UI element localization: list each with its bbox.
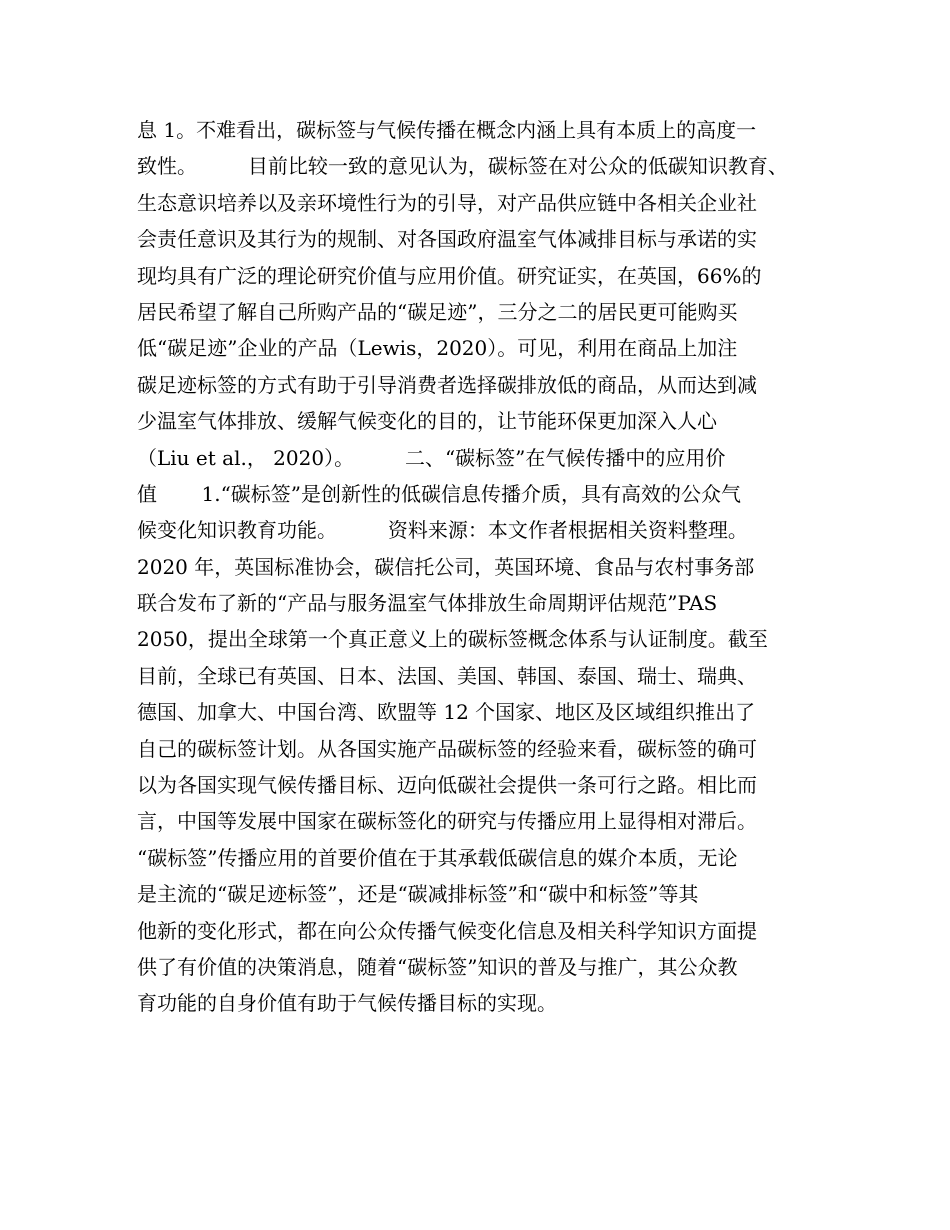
text-line-7: 低“碳足迹”企业的产品（Lewis，2020）。可见，利用在商品上加注: [137, 336, 738, 361]
text-line-5: 现均具有广泛的理论研究价值与应用价值。研究证实，在英国，66%的: [137, 263, 762, 288]
text-line-19: 以为各国实现气候传播目标、迈向低碳社会提供一条可行之路。相比而: [137, 773, 757, 798]
text-line-2: 致性。 目前比较一致的意见认为，碳标签在对公众的低碳知识教育、: [137, 154, 788, 179]
text-line-21: “碳标签”传播应用的首要价值在于其承载低碳信息的媒介本质，无论: [137, 845, 738, 870]
text-line-11: 值 1.“碳标签”是创新性的低碳信息传播介质，具有高效的公众气: [137, 481, 742, 506]
text-line-6: 居民希望了解自己所购产品的“碳足迹”，三分之二的居民更可能购买: [137, 299, 738, 324]
text-line-3: 生态意识培养以及亲环境性行为的引导，对产品供应链中各相关企业社: [137, 190, 757, 215]
text-line-25: 育功能的自身价值有助于气候传播目标的实现。: [137, 991, 557, 1016]
text-line-10: （Liu et al.， 2020）。 二、“碳标签”在气候传播中的应用价: [137, 445, 726, 470]
text-line-4: 会责任意识及其行为的规制、对各国政府温室气体减排目标与承诺的实: [137, 227, 757, 252]
text-line-1: 息 1。不难看出，碳标签与气候传播在概念内涵上具有本质上的高度一: [137, 118, 757, 142]
text-line-12: 候变化知识教育功能。 资料来源：本文作者根据相关资料整理。: [137, 518, 748, 543]
text-line-20: 言，中国等发展中国家在碳标签化的研究与传播应用上显得相对滞后。: [137, 809, 757, 834]
text-line-24: 供了有价值的决策消息，随着“碳标签”知识的普及与推广，其公众教: [137, 954, 738, 979]
text-line-8: 碳足迹标签的方式有助于引导消费者选择碳排放低的商品，从而达到减: [137, 372, 757, 397]
body-paragraph: [137, 112, 827, 1022]
text-line-22: 是主流的“碳足迹标签”，还是“碳减排标签”和“碳中和标签”等其: [137, 882, 699, 907]
text-line-18: 自己的碳标签计划。从各国实施产品碳标签的经验来看，碳标签的确可: [137, 736, 757, 761]
text-line-23: 他新的变化形式，都在向公众传播气候变化信息及相关科学知识方面提: [137, 918, 757, 943]
text-line-15: 2050，提出全球第一个真正意义上的碳标签概念体系与认证制度。截至: [137, 627, 768, 652]
text-line-14: 联合发布了新的“产品与服务温室气体排放生命周期评估规范”PAS: [137, 591, 718, 616]
text-line-17: 德国、加拿大、中国台湾、欧盟等 12 个国家、地区及区域组织推出了: [137, 700, 756, 725]
text-line-13: 2020 年，英国标准协会，碳信托公司，英国环境、食品与农村事务部: [137, 554, 755, 579]
text-line-16: 目前，全球已有英国、日本、法国、美国、韩国、泰国、瑞士、瑞典、: [137, 663, 757, 688]
text-line-9: 少温室气体排放、缓解气候变化的目的，让节能环保更加深入人心: [137, 409, 717, 434]
